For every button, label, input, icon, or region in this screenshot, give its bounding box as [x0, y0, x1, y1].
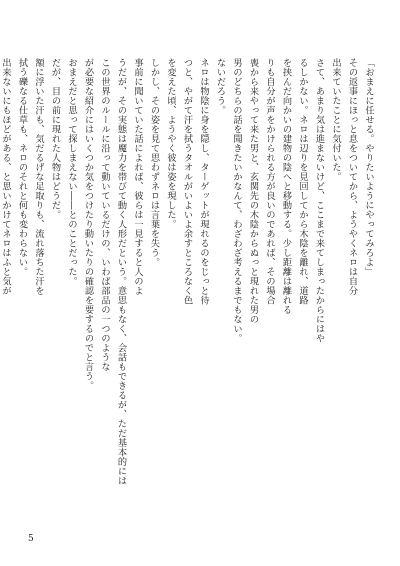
paragraph: りも自分が声をかけられる方が良いのであれば、その場合 — [264, 58, 275, 305]
paragraph: 額に浮いた汗も、気だるげな足取りも、流れ落ちた汗を — [33, 58, 44, 296]
paragraph: るしかない。ネロは辺りを見回してから木陰を離れ、道路 — [297, 58, 308, 305]
paragraph: 出来ていたことに気付いた。 — [330, 58, 341, 182]
paragraph: を変えた頃、ようやく彼は姿を現した。 — [165, 58, 176, 229]
paragraph: ネロは物陰に身を隠し、ターゲットが現れるのをじっと待 — [198, 58, 209, 305]
paragraph: が必要な紹介にはいくつか気をつけたり動いたりの確認を要するのでと言う。 — [82, 58, 94, 391]
paragraph: を挟んだ向かいの建物の陰へと移動する。少し距離は離れる — [280, 58, 292, 315]
paragraph: うだが、その実態は魔力を帯びて動く人形だという。意思もなく、会話もできるが、ただ基本的にはこの世界のルールに沿って動いているだけの、いわば部品の一つのような — [99, 58, 127, 486]
paragraph: おまえだと思って探しまえない――とのことだった。 — [66, 58, 77, 286]
paragraph: 拭う礫なる仕草も、ネロのそれと何も変わらない。 — [16, 58, 28, 277]
paragraph: しかし、その姿を見て思わずネロは言葉を失う。 — [148, 58, 160, 267]
paragraph: だが、目の前に現れた人物はどうだ。 — [49, 58, 61, 220]
paragraph: 男のどちらの話を聞きたいかなんて、わざわざ考えるまでもない。 — [231, 58, 242, 343]
paragraph: つと、やがて汗を拭うタオルがいよいよ余すところなく色 — [181, 58, 193, 305]
paragraph: さて、あまり気は進まないけど、ここまで来てしまったからにはや — [313, 58, 325, 343]
paragraph: 事前に聞いていた話によれば、彼らは一見すると人のよ — [132, 58, 143, 296]
paragraph: 「おまえに任せる。やりたいようにやってみろよ」 — [363, 58, 374, 277]
paragraph: 喪から来やって来た男と、玄関先の木陰からぬっと現れた男の — [247, 58, 259, 324]
paragraph: その返事にほっと息をついてから、ようやくネロは自分 — [346, 58, 358, 296]
paragraph: ないだろう。 — [214, 58, 226, 115]
vertical-text-body — [0, 58, 376, 494]
paragraph: 出来ないにもほどがある、と思いかけてネロはふと気が — [0, 58, 11, 296]
page-number: 5 — [28, 534, 34, 544]
